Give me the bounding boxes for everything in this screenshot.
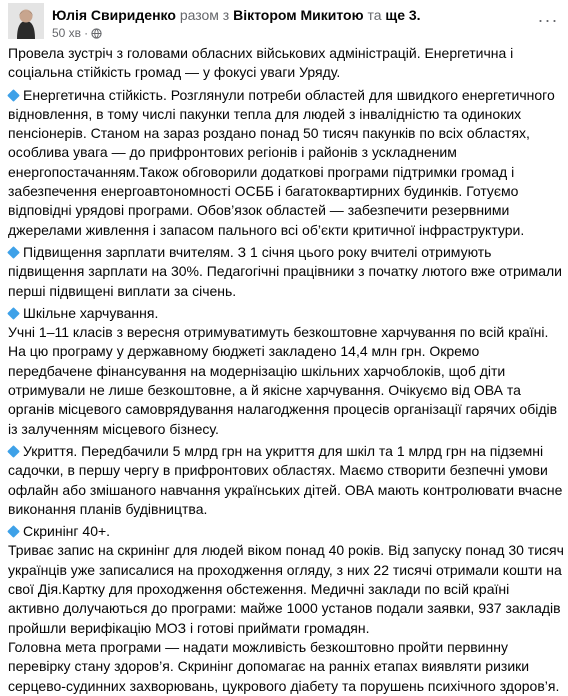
salary-paragraph [8,243,564,301]
blue-diamond-icon [7,246,20,259]
screening-title: Скринінг 40+. [23,523,111,540]
avatar-photo [8,3,44,39]
post-author-line [52,7,421,24]
author-avatar[interactable] [8,3,44,39]
more-options-button[interactable]: ··· [537,10,559,30]
globe-icon [91,28,102,39]
with-text: разом з [179,7,230,23]
food-paragraph: Учні 1–11 класів з вересня отримуватимуть безкоштовне харчування по всій країні. На цю програму у державному бюджеті закладено 14,4 млн грн. Окремо передбачене фінансування на модернізацію шкільних харчоблоків, щоб діти отримували не лише безкоштовне, а й якісне харчування. Очікуємо від ОВА та органів місцевого самоврядування налагодження процесів організації гарячих обідів із залученням місцевого бізнесу. [8,324,558,437]
post-time[interactable]: 50 хв [52,26,82,40]
blue-diamond-icon [7,307,20,320]
blue-diamond-icon [7,89,20,102]
tagged-person[interactable]: Віктором Микитою [233,7,364,23]
post-text [8,44,564,696]
and-text: та [367,7,382,23]
shelter-text: Укриття. Передбачили 5 млрд грн на укриття для шкіл та 1 млрд грн на підземні садочки, в першу чергу в прифронтових областях. Маємо створити безпечні умови офлайн або змішаного навчання українських дітей. ОВА мають контролювати вчасне виконання планів будівництва. [8,442,563,517]
post-meta: 50 хв · [52,26,102,40]
blue-diamond-icon [7,526,20,539]
energy-text: Розглянули потреби областей для швидкого енергетичного відновлення, в тому числі пакунки тепла для людей з інвалідністю та одиноких пенсіонерів. Станом на зараз роздано понад 50 тисяч пакунків по всіх областях, особлива увага — до прифронтових регіонів і районів з ускладненим енергопостачанням.Також обговорили додаткові програми підтримки громад і забезпечення енергоавтономності ОСББ і багатоквартирних будинків. Готуємо відповідні урядові програми. Обов’язок областей — забезпечити резервними джерелами живлення і запасом пального всі об’єкти критичної інфраструктури. [8,86,555,238]
intro-paragraph: Провела зустріч з головами обласних військових адміністрацій. Енергетична і соціальна стійкість громад — у фокусі уваги Уряду. [8,45,514,81]
energy-title: Енергетична стійкість. [23,86,167,103]
screening-paragraph: Триває запис на скринінг для людей віком понад 40 років. Від запуску понад 30 тисяч українців уже записалися на проходження огляду, з них 22 тисячі отримали кошти на свої Дія.Картку для проходження обстеження. Медичні заклади по всій країні активно долучаються до програми: майже 1000 установ подали заявки, 937 закладів пройшли верифікацію МОЗ і готові приймати громадян. [8,542,564,636]
salary-text: Підвищення зарплати вчителям. З 1 січня цього року вчителі отримують підвищення зарплати на 30%. Педагогічні працівники з початку лютого вже отримали перші підвищені виплати за січень. [8,243,562,299]
screening-goal-paragraph: Головна мета програми — надати можливість безкоштовно пройти первинну перевірку стану здоров’я. Скринінг допомагає на ранніх етапах виявляти ризики серцево-судинних захворювань, цукрового діабету та порушень психічного здоров’я. [8,638,560,694]
energy-paragraph [8,86,564,240]
tagged-others[interactable]: ще 3. [385,7,421,23]
food-title: Шкільне харчування. [23,304,159,321]
food-title-line [8,304,564,323]
screening-title-line [8,522,564,541]
post-header [0,0,568,44]
blue-diamond-icon [7,445,20,458]
author-name[interactable]: Юлія Свириденко [52,7,176,23]
shelter-paragraph [8,442,564,519]
